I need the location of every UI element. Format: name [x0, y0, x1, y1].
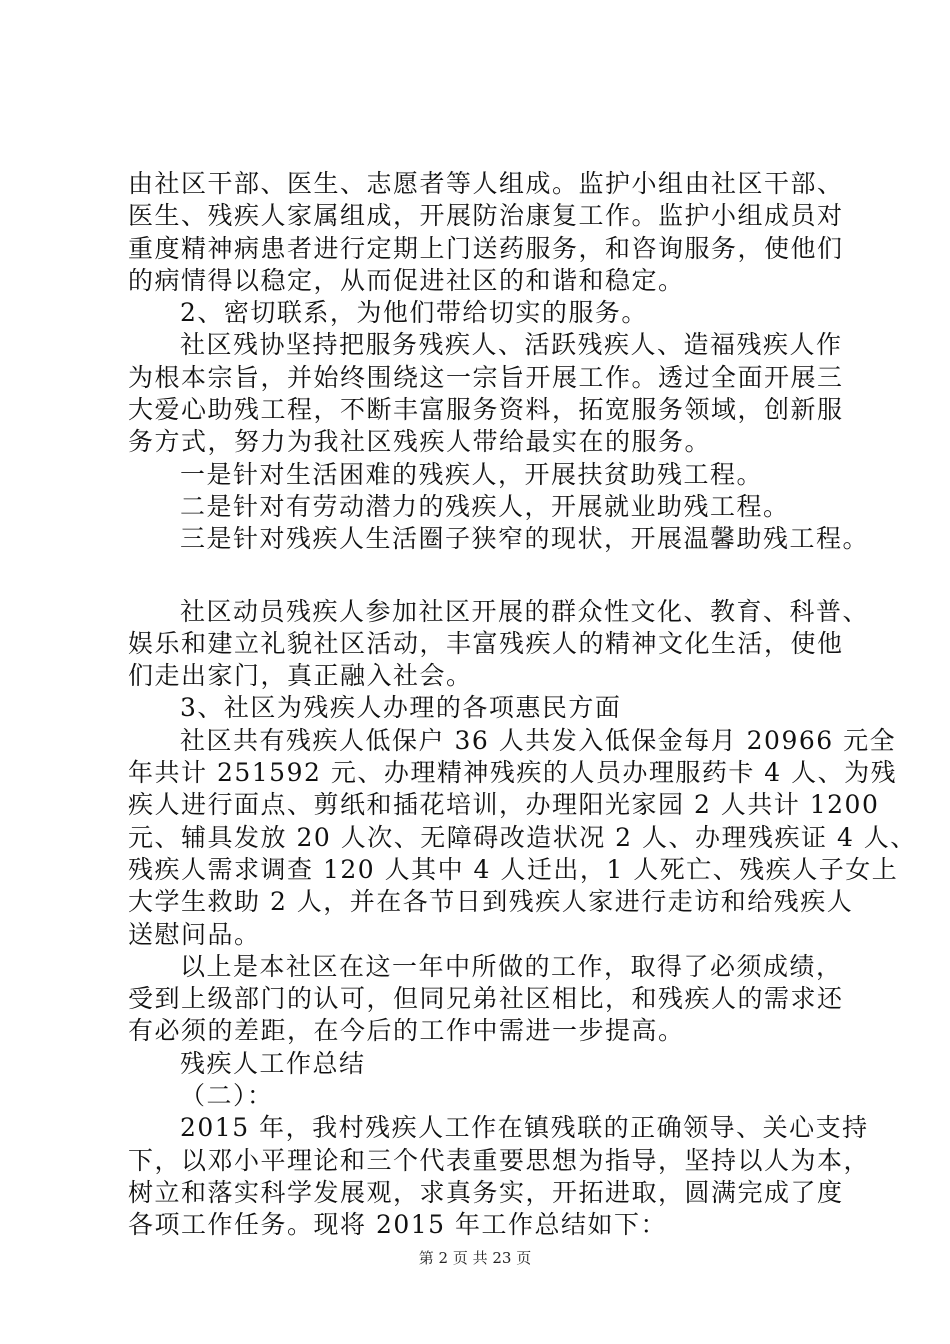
text-line: 们走出家门，真正融入社会。 — [128, 661, 473, 691]
document-body — [128, 168, 917, 1242]
text-line: 社区动员残疾人参加社区开展的群众性文化、教育、科普、 — [180, 596, 870, 626]
text-line: 以上是本社区在这一年中所做的工作，取得了必须成绩， — [180, 951, 843, 981]
section-heading: 3、社区为残疾人办理的各项惠民方面 — [180, 693, 622, 723]
section-subtitle: （二）： — [180, 1081, 274, 1111]
text-line: 由社区干部、医生、志愿者等人组成。监护小组由社区干部、 — [128, 169, 844, 198]
section-heading: 2、密切联系，为他们带给切实的服务。 — [180, 298, 648, 328]
text-line: 树立和落实科学发展观，求真务实，开拓进取，圆满完成了度 — [128, 1177, 844, 1207]
text-line: 娱乐和建立礼貌社区活动，丰富残疾人的精神文化生活，使他 — [128, 628, 844, 658]
text-line: 大学生救助 2 人，并在各节日到残疾人家进行走访和给残疾人 — [128, 887, 854, 917]
text-line: 医生、残疾人家属组成，开展防治康复工作。监护小组成员对 — [128, 201, 844, 231]
text-line: 务方式，努力为我社区残疾人带给最实在的服务。 — [128, 427, 712, 457]
text-line: 年共计 251592 元、办理精神残疾的人员办理服药卡 4 人、为残 — [128, 758, 898, 788]
text-line: 送慰问品。 — [128, 919, 261, 949]
text-line: 下，以邓小平理论和三个代表重要思想为指导，坚持以人为本， — [128, 1145, 871, 1175]
page-number-footer: 第 2 页 共 23 页 — [418, 1249, 532, 1267]
text-line: 为根本宗旨，并始终围绕这一宗旨开展工作。透过全面开展三 — [128, 362, 844, 392]
text-line: 社区共有残疾人低保户 36 人共发入低保金每月 20966 元全 — [180, 725, 897, 755]
list-item: 一是针对生活困难的残疾人，开展扶贫助残工程。 — [180, 459, 764, 489]
text-line: 疾人进行面点、剪纸和插花培训，办理阳光家园 2 人共计 1200 — [128, 790, 880, 820]
text-line: 受到上级部门的认可，但同兄弟社区相比，和残疾人的需求还 — [128, 984, 844, 1014]
text-line: 的病情得以稳定，从而促进社区的和谐和稳定。 — [128, 265, 685, 295]
list-item: 三是针对残疾人生活圈子狭窄的现状，开展温馨助残工程。 — [180, 524, 870, 554]
list-item: 二是针对有劳动潜力的残疾人，开展就业助残工程。 — [180, 491, 790, 521]
text-line: 残疾人需求调查 120 人其中 4 人迁出，1 人死亡、残疾人子女上 — [128, 854, 899, 884]
text-line: 有必须的差距，在今后的工作中需进一步提高。 — [128, 1016, 685, 1046]
paragraph-gap — [128, 556, 848, 596]
text-line: 社区残协坚持把服务残疾人、活跃残疾人、造福残疾人作 — [180, 330, 843, 360]
text-line: 2015 年，我村残疾人工作在镇残联的正确领导、关心支持 — [180, 1113, 869, 1143]
section-title: 残疾人工作总结 — [180, 1048, 366, 1078]
text-line: 重度精神病患者进行定期上门送药服务，和咨询服务，使他们 — [128, 233, 844, 263]
text-line: 元、辅具发放 20 人次、无障碍改造状况 2 人、办理残疾证 4 人、 — [128, 822, 917, 852]
text-line: 大爱心助残工程，不断丰富服务资料，拓宽服务领域，创新服 — [128, 395, 844, 425]
text-line: 各项工作任务。现将 2015 年工作总结如下： — [128, 1210, 668, 1240]
